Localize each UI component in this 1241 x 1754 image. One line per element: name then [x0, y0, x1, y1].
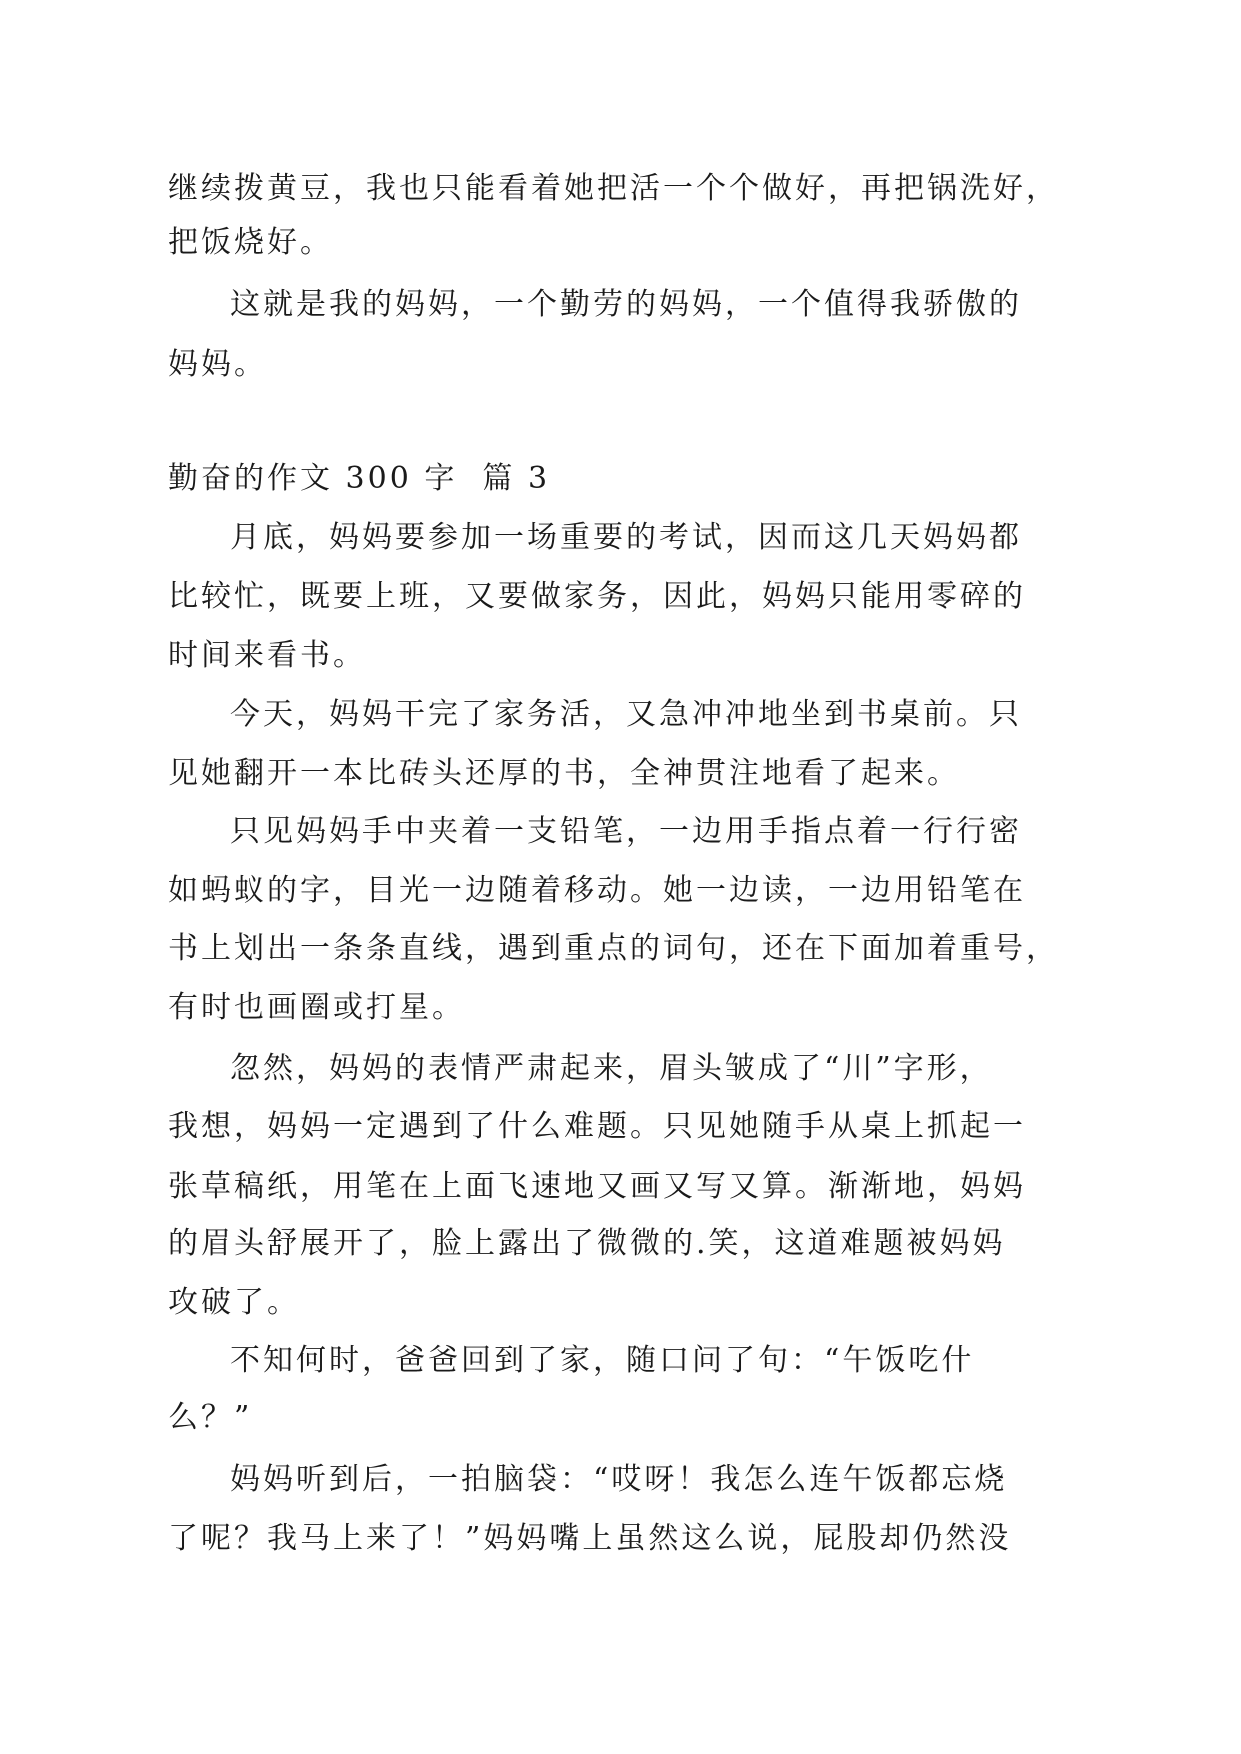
text-line: 把饭烧好。 — [168, 225, 333, 260]
text-line: 今天，妈妈干完了家务活，又急冲冲地坐到书桌前。只 — [230, 697, 1022, 732]
text-line: 只见妈妈手中夹着一支铅笔，一边用手指点着一行行密 — [230, 814, 1022, 849]
text-line: 张草稿纸，用笔在上面飞速地又画又写又算。渐渐地，妈妈 — [168, 1169, 1026, 1204]
text-line: 妈妈听到后，一拍脑袋：“哎呀！我怎么连午饭都忘烧 — [230, 1462, 1008, 1497]
text-line: 了呢？我马上来了！”妈妈嘴上虽然这么说，屁股却仍然没 — [168, 1521, 1012, 1556]
text-line: 见她翻开一本比砖头还厚的书，全神贯注地看了起来。 — [168, 756, 960, 791]
text-line: 我想，妈妈一定遇到了什么难题。只见她随手从桌上抓起一 — [168, 1109, 1026, 1144]
text-line: 继续拨黄豆，我也只能看着她把活一个个做好，再把锅洗好， — [168, 171, 1059, 206]
text-line: 的眉头舒展开了，脸上露出了微微的.笑，这道难题被妈妈 — [168, 1226, 1006, 1261]
text-line: 月底，妈妈要参加一场重要的考试，因而这几天妈妈都 — [230, 520, 1022, 555]
text-line: 有时也画圈或打星。 — [168, 990, 465, 1025]
text-line: 不知何时，爸爸回到了家，随口问了句：“午饭吃什 — [230, 1343, 975, 1378]
text-line: 如蚂蚁的字，目光一边随着移动。她一边读，一边用铅笔在 — [168, 873, 1026, 908]
text-line: 妈妈。 — [168, 347, 267, 382]
text-line: 这就是我的妈妈，一个勤劳的妈妈，一个值得我骄傲的 — [230, 287, 1022, 322]
text-line: 时间来看书。 — [168, 638, 366, 673]
text-line: 攻破了。 — [168, 1285, 300, 1320]
text-line: 比较忙，既要上班，又要做家务，因此，妈妈只能用零碎的 — [168, 579, 1026, 614]
text-line: 书上划出一条条直线，遇到重点的词句，还在下面加着重号， — [168, 931, 1059, 966]
text-line: 忽然，妈妈的表情严肃起来，眉头皱成了“川”字形， — [230, 1051, 993, 1086]
section-heading: 勤奋的作文 300 字 篇 3 — [168, 461, 551, 496]
text-line: 么？” — [168, 1400, 253, 1435]
